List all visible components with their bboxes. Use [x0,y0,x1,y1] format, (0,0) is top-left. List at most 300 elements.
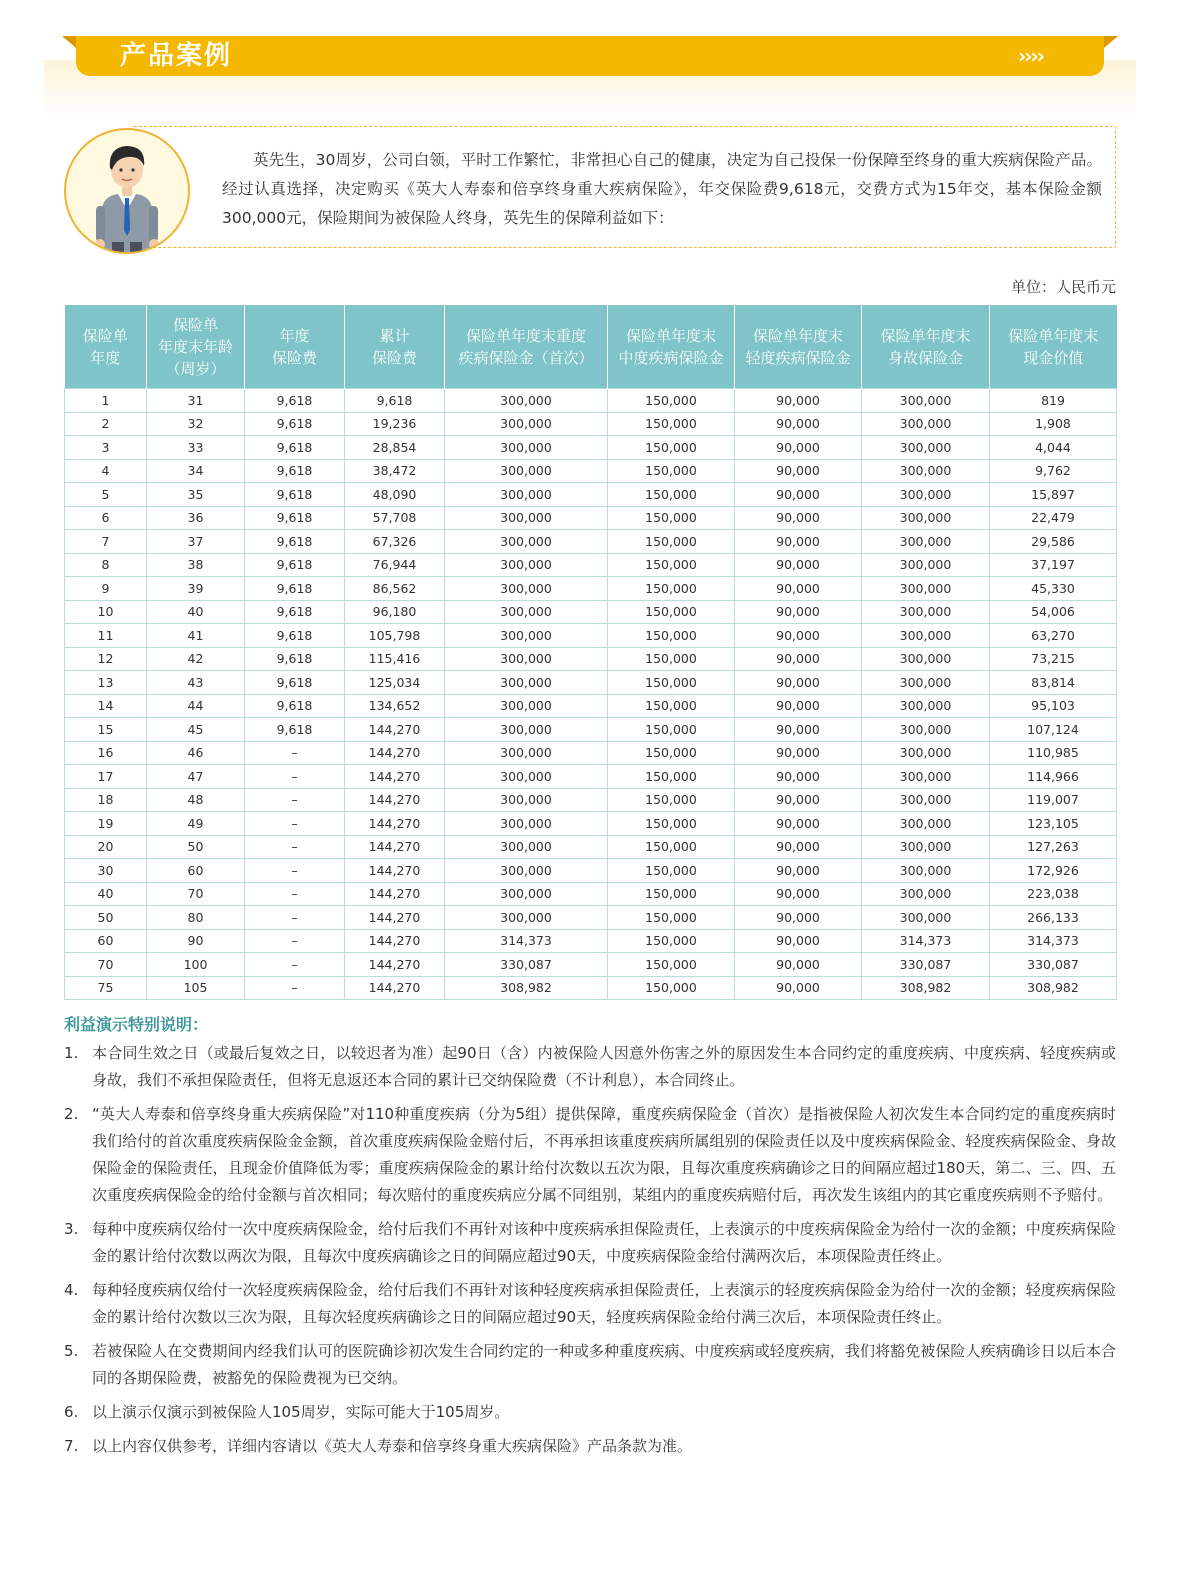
table-cell: 9,762 [990,459,1117,483]
table-cell: 15 [65,718,147,742]
note-number: 3. [64,1220,79,1238]
table-cell: – [245,859,345,883]
note-item [64,1433,1116,1460]
banner-fold-left [62,36,76,48]
table-row [65,741,1117,765]
note-item [64,1399,1116,1426]
table-cell: 12 [65,647,147,671]
table-cell: 300,000 [862,506,990,530]
table-cell: – [245,882,345,906]
column-header-line: 累计 [379,326,410,345]
table-cell: 150,000 [608,553,735,577]
note-text: 以上内容仅供参考，详细内容请以《英大人寿泰和倍享终身重大疾病保险》产品条款为准。 [92,1437,693,1455]
table-cell: 300,000 [862,412,990,436]
column-header-line: 保险单年度末 [1008,326,1099,345]
table-cell: 9,618 [245,694,345,718]
table-cell: 80 [147,906,245,930]
table-cell: 314,373 [990,929,1117,953]
table-cell: 144,270 [345,835,445,859]
table-cell: 300,000 [862,530,990,554]
table-cell: 9,618 [245,412,345,436]
table-cell: 90,000 [735,812,862,836]
table-cell: 300,000 [445,412,608,436]
table-cell: 223,038 [990,882,1117,906]
table-row [65,906,1117,930]
table-row [65,577,1117,601]
table-cell: – [245,765,345,789]
table-cell: 9,618 [245,506,345,530]
column-header [147,305,245,389]
table-cell: 300,000 [862,647,990,671]
section-title: 产品案例 [120,41,233,71]
table-cell: 20 [65,835,147,859]
table-cell: 40 [147,600,245,624]
note-item [64,1101,1116,1209]
table-cell: 54,006 [990,600,1117,624]
table-cell: 150,000 [608,530,735,554]
table-cell: 90,000 [735,530,862,554]
table-row [65,553,1117,577]
table-cell: 90,000 [735,765,862,789]
table-cell: 48 [147,788,245,812]
table-cell: – [245,929,345,953]
note-item [64,1040,1116,1094]
table-cell: 9,618 [245,553,345,577]
table-cell: 150,000 [608,694,735,718]
note-text: “英大人寿泰和倍享终身重大疾病保险”对110种重度疾病（分为5组）提供保障，重度疾病保险金（首次）是指被保险人初次发生本合同约定的重度疾病时我们给付的首次重度疾病保险金金额，首次重度疾病保险金赔付后，不再承担该重度疾病所属组别的保险责任以及中度疾病保险金、轻度疾病保险金、身故保险金的保险责任，且现金价值降低为零；重度疾病保险金的累计给付次数以五次为限，且每次重度疾病确诊之日的间隔应超过180天，第二、三、四、五次重度疾病保险金的给付金额与首次相同；每次赔付的重度疾病应分属不同组别，某组内的重度疾病赔付后，再次发生该组内的其它重度疾病则不予赔付。 [92,1105,1116,1204]
table-cell: 300,000 [445,506,608,530]
table-cell: 39 [147,577,245,601]
note-number: 4. [64,1281,79,1299]
note-number: 6. [64,1403,79,1421]
table-cell: 300,000 [445,671,608,695]
table-cell: 150,000 [608,647,735,671]
table-row [65,718,1117,742]
table-cell: 308,982 [990,976,1117,1000]
table-cell: 172,926 [990,859,1117,883]
table-cell: 150,000 [608,812,735,836]
table-cell: 9,618 [245,647,345,671]
column-header-line: 保险单年度末 [880,326,971,345]
table-cell: 150,000 [608,436,735,460]
table-cell: 9,618 [245,577,345,601]
table-cell: 300,000 [445,788,608,812]
table-cell: 125,034 [345,671,445,695]
table-cell: – [245,953,345,977]
table-cell: 144,270 [345,906,445,930]
table-cell: 115,416 [345,647,445,671]
column-header-line: （周岁） [165,359,226,378]
table-cell: 300,000 [445,577,608,601]
table-cell: 330,087 [862,953,990,977]
table-cell: 35 [147,483,245,507]
table-cell: 90,000 [735,788,862,812]
column-header [445,305,608,389]
table-cell: 110,985 [990,741,1117,765]
table-cell: 150,000 [608,600,735,624]
table-cell: 300,000 [862,624,990,648]
table-cell: 33 [147,436,245,460]
table-cell: 300,000 [862,812,990,836]
table-cell: 70 [147,882,245,906]
table-cell: 300,000 [445,882,608,906]
table-cell: 9,618 [245,624,345,648]
table-cell: 300,000 [445,459,608,483]
table-row [65,788,1117,812]
table-row [65,624,1117,648]
table-cell: 38,472 [345,459,445,483]
table-cell: 29,586 [990,530,1117,554]
table-row [65,694,1117,718]
businessman-avatar-icon [64,128,190,254]
table-cell: 90,000 [735,647,862,671]
table-cell: 300,000 [862,436,990,460]
table-cell: 9,618 [245,436,345,460]
table-row [65,929,1117,953]
table-cell: 13 [65,671,147,695]
table-row [65,506,1117,530]
table-cell: 9,618 [345,389,445,413]
table-cell: 144,270 [345,859,445,883]
table-cell: 28,854 [345,436,445,460]
table-cell: 144,270 [345,788,445,812]
table-cell: 300,000 [862,459,990,483]
table-cell: 60 [147,859,245,883]
table-cell: 150,000 [608,412,735,436]
table-cell: 150,000 [608,577,735,601]
table-row [65,859,1117,883]
column-header [345,305,445,389]
table-cell: 150,000 [608,718,735,742]
note-number: 2. [64,1105,79,1123]
table-cell: 150,000 [608,906,735,930]
table-cell: 37,197 [990,553,1117,577]
table-cell: 9,618 [245,389,345,413]
column-header-line: 身故保险金 [887,348,963,367]
table-cell: 9,618 [245,671,345,695]
table-cell: 90 [147,929,245,953]
table-cell: 300,000 [862,718,990,742]
table-cell: 90,000 [735,741,862,765]
note-text: 以上演示仅演示到被保险人105周岁，实际可能大于105周岁。 [92,1403,510,1421]
table-cell: 22,479 [990,506,1117,530]
table-cell: 134,652 [345,694,445,718]
table-cell: 19,236 [345,412,445,436]
table-cell: 90,000 [735,718,862,742]
note-text: 每种中度疾病仅给付一次中度疾病保险金，给付后我们不再针对该种中度疾病承担保险责任，上表演示的中度疾病保险金为给付一次的金额；中度疾病保险金的累计给付次数以两次为限，且每次中度疾病确诊之日的间隔应超过90天，中度疾病保险金给付满两次后，本项保险责任终止。 [92,1220,1116,1265]
table-cell: 6 [65,506,147,530]
column-header-line: 中度疾病保险金 [618,348,724,367]
table-cell: – [245,741,345,765]
table-cell: 9 [65,577,147,601]
table-row [65,953,1117,977]
table-cell: 300,000 [862,389,990,413]
table-cell: 144,270 [345,953,445,977]
table-cell: 300,000 [445,718,608,742]
column-header-line: 年度 [90,348,121,367]
table-cell: 31 [147,389,245,413]
column-header [990,305,1117,389]
table-cell: 300,000 [445,483,608,507]
table-cell: 300,000 [862,671,990,695]
table-cell: 150,000 [608,953,735,977]
table-cell: – [245,812,345,836]
table-cell: 60 [65,929,147,953]
table-cell: 11 [65,624,147,648]
table-cell: 9,618 [245,718,345,742]
table-header-row [65,305,1117,389]
table-cell: 300,000 [862,882,990,906]
table-cell: 36 [147,506,245,530]
table-cell: 150,000 [608,976,735,1000]
table-cell: 300,000 [862,600,990,624]
table-cell: 150,000 [608,765,735,789]
table-cell: 9,618 [245,483,345,507]
table-cell: 49 [147,812,245,836]
column-header [608,305,735,389]
table-cell: 819 [990,389,1117,413]
table-cell: 2 [65,412,147,436]
note-number: 5. [64,1342,79,1360]
table-cell: 150,000 [608,624,735,648]
table-cell: 45,330 [990,577,1117,601]
notes-list [64,1040,1116,1467]
table-cell: 150,000 [608,483,735,507]
table-cell: 300,000 [862,859,990,883]
table-cell: 5 [65,483,147,507]
table-cell: 83,814 [990,671,1117,695]
note-text: 每种轻度疾病仅给付一次轻度疾病保险金，给付后我们不再针对该种轻度疾病承担保险责任，上表演示的轻度疾病保险金为给付一次的金额；轻度疾病保险金的累计给付次数以三次为限，且每次轻度疾病确诊之日的间隔应超过90天，轻度疾病保险金给付满三次后，本项保险责任终止。 [92,1281,1116,1326]
table-cell: 300,000 [445,741,608,765]
column-header-line: 疾病保险金（首次） [458,348,594,367]
table-cell: 300,000 [445,600,608,624]
table-cell: 95,103 [990,694,1117,718]
table-cell: 90,000 [735,553,862,577]
table-cell: 150,000 [608,788,735,812]
table-cell: 300,000 [862,483,990,507]
table-cell: 96,180 [345,600,445,624]
table-cell: 308,982 [445,976,608,1000]
table-cell: 314,373 [862,929,990,953]
table-cell: 90,000 [735,694,862,718]
table-cell: 90,000 [735,906,862,930]
table-row [65,600,1117,624]
table-cell: 144,270 [345,976,445,1000]
table-cell: 150,000 [608,671,735,695]
table-cell: 300,000 [445,694,608,718]
table-cell: 300,000 [862,553,990,577]
table-cell: 30 [65,859,147,883]
table-row [65,459,1117,483]
table-cell: 300,000 [445,835,608,859]
table-cell: – [245,788,345,812]
column-header-line: 年度末年龄 [157,337,233,356]
note-text: 若被保险人在交费期间内经我们认可的医院确诊初次发生合同约定的一种或多种重度疾病、中度疾病或轻度疾病，我们将豁免被保险人疾病确诊日以后本合同的各期保险费，被豁免的保险费视为已交纳。 [92,1342,1116,1387]
table-cell: 76,944 [345,553,445,577]
table-cell: 90,000 [735,483,862,507]
table-cell: 14 [65,694,147,718]
table-cell: 90,000 [735,953,862,977]
column-header-line: 保险单年度末 [752,326,843,345]
table-cell: 90,000 [735,436,862,460]
chevron-right-icon: ›››› [1018,44,1043,68]
table-cell: 105 [147,976,245,1000]
table-cell: 32 [147,412,245,436]
note-number: 7. [64,1437,79,1455]
column-header [862,305,990,389]
table-cell: 18 [65,788,147,812]
table-cell: 90,000 [735,577,862,601]
table-cell: 300,000 [862,788,990,812]
table-cell: 144,270 [345,929,445,953]
table-cell: 38 [147,553,245,577]
table-cell: 90,000 [735,389,862,413]
table-cell: 114,966 [990,765,1117,789]
table-cell: 90,000 [735,459,862,483]
table-cell: 50 [147,835,245,859]
table-cell: 90,000 [735,859,862,883]
table-cell: 119,007 [990,788,1117,812]
column-header [735,305,862,389]
table-row [65,389,1117,413]
table-cell: 300,000 [445,436,608,460]
table-cell: 123,105 [990,812,1117,836]
table-cell: 46 [147,741,245,765]
banner-fold-right [1104,36,1118,48]
table-cell: 330,087 [990,953,1117,977]
column-header-line: 现金价值 [1023,348,1084,367]
table-cell: 90,000 [735,412,862,436]
column-header-line: 年度 [279,326,310,345]
note-text: 本合同生效之日（或最后复效之日，以较迟者为准）起90日（含）内被保险人因意外伤害之外的原因发生本合同约定的重度疾病、中度疾病、轻度疾病或身故，我们不承担保险责任，但将无息返还本合同的累计已交纳保险费（不计利息），本合同终止。 [92,1044,1116,1089]
table-cell: 300,000 [862,577,990,601]
table-cell: 90,000 [735,624,862,648]
table-row [65,835,1117,859]
table-cell: 90,000 [735,506,862,530]
table-cell: 42 [147,647,245,671]
table-cell: 63,270 [990,624,1117,648]
table-cell: 90,000 [735,882,862,906]
table-cell: 57,708 [345,506,445,530]
table-cell: 150,000 [608,389,735,413]
table-cell: 7 [65,530,147,554]
table-cell: 19 [65,812,147,836]
table-row [65,671,1117,695]
table-cell: 47 [147,765,245,789]
table-cell: 70 [65,953,147,977]
table-cell: 90,000 [735,976,862,1000]
table-cell: 90,000 [735,671,862,695]
table-cell: 4 [65,459,147,483]
column-header-line: 保险单年度末 [625,326,716,345]
table-cell: 127,263 [990,835,1117,859]
table-cell: 150,000 [608,506,735,530]
table-cell: 150,000 [608,859,735,883]
table-cell: 15,897 [990,483,1117,507]
table-cell: 314,373 [445,929,608,953]
table-cell: 150,000 [608,741,735,765]
table-cell: 9,618 [245,459,345,483]
table-cell: 300,000 [445,859,608,883]
table-cell: 17 [65,765,147,789]
unit-label: 单位：人民币元 [1010,278,1116,296]
table-cell: 300,000 [862,906,990,930]
table-cell: 16 [65,741,147,765]
table-cell: 300,000 [445,624,608,648]
table-row [65,436,1117,460]
benefit-table [64,305,1117,1000]
table-cell: 4,044 [990,436,1117,460]
table-cell: 9,618 [245,600,345,624]
table-cell: 300,000 [862,835,990,859]
table-cell: – [245,976,345,1000]
table-cell: 75 [65,976,147,1000]
table-row [65,976,1117,1000]
column-header-line: 保险单 [82,326,128,345]
table-cell: – [245,906,345,930]
table-row [65,765,1117,789]
note-item [64,1216,1116,1270]
table-cell: 90,000 [735,929,862,953]
table-cell: 3 [65,436,147,460]
table-cell: 10 [65,600,147,624]
table-cell: 107,124 [990,718,1117,742]
table-row [65,647,1117,671]
table-cell: 300,000 [445,812,608,836]
table-cell: 90,000 [735,600,862,624]
table-cell: 144,270 [345,741,445,765]
table-cell: 144,270 [345,812,445,836]
column-header-line: 保险费 [271,348,317,367]
table-cell: 300,000 [445,553,608,577]
note-item [64,1277,1116,1331]
table-row [65,812,1117,836]
table-cell: 73,215 [990,647,1117,671]
table-cell: 300,000 [862,765,990,789]
table-cell: 144,270 [345,718,445,742]
table-body [65,389,1117,1000]
table-row [65,483,1117,507]
table-cell: 300,000 [445,906,608,930]
table-cell: 90,000 [735,835,862,859]
table-cell: 44 [147,694,245,718]
table-cell: 9,618 [245,530,345,554]
table-cell: 300,000 [445,765,608,789]
table-cell: 1 [65,389,147,413]
table-row [65,530,1117,554]
table-cell: 34 [147,459,245,483]
table-cell: 266,133 [990,906,1117,930]
table-cell: 100 [147,953,245,977]
table-cell: 150,000 [608,835,735,859]
table-row [65,882,1117,906]
column-header-line: 保险单 [172,315,218,334]
table-cell: 300,000 [445,647,608,671]
table-cell: 330,087 [445,953,608,977]
table-cell: – [245,835,345,859]
table-row [65,412,1117,436]
table-cell: 144,270 [345,765,445,789]
table-cell: 45 [147,718,245,742]
table-cell: 1,908 [990,412,1117,436]
table-cell: 43 [147,671,245,695]
note-item [64,1338,1116,1392]
table-cell: 67,326 [345,530,445,554]
notes-title: 利益演示特别说明： [64,1015,209,1034]
column-header-line: 保险费 [371,348,417,367]
table-cell: 300,000 [862,694,990,718]
column-header [245,305,345,389]
